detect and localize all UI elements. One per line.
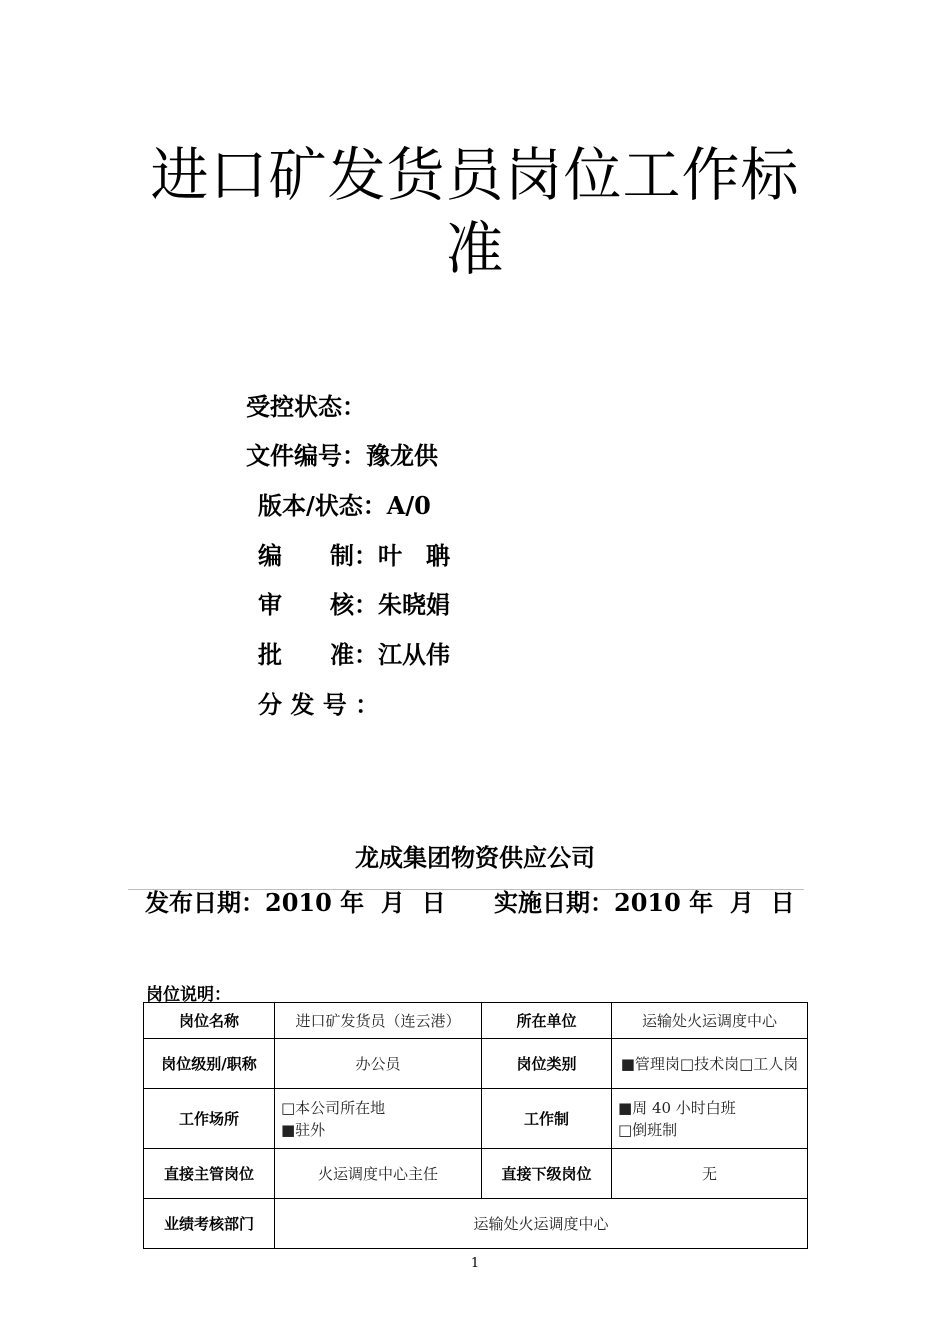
table-row [144, 1149, 808, 1199]
appraisal-dept-label: 业绩考核部门 [144, 1199, 275, 1249]
editor-label: 编 制： [258, 541, 378, 570]
effective-date: 实施日期：2010 年 月 日 [494, 888, 795, 917]
position-info-table [143, 1002, 808, 1249]
position-category-label: 岗位类别 [482, 1039, 612, 1089]
reviewer-label: 审 核： [258, 590, 378, 619]
unit-label: 所在单位 [482, 1003, 612, 1039]
workplace-option-local: □本公司所在地 [281, 1098, 386, 1117]
control-status-label: 受控状态： [246, 392, 366, 421]
control-status [246, 392, 366, 422]
version-value: A/0 [386, 491, 431, 520]
version-status [258, 491, 431, 521]
schedule-option-dayshift: ■周 40 小时白班 [618, 1098, 736, 1117]
page-number: 1 [470, 1256, 480, 1271]
subordinate-label: 直接下级岗位 [482, 1149, 612, 1199]
approver-value: 江从伟 [378, 640, 450, 669]
appraisal-dept-value: 运输处火运调度中心 [275, 1199, 808, 1249]
schedule-option-rotation: □倒班制 [618, 1120, 678, 1139]
document-title: 进口矿发货员岗位工作标准 [150, 141, 800, 283]
table-row [144, 1199, 808, 1249]
file-number-label: 文件编号： [246, 441, 366, 470]
position-name-value: 进口矿发货员（连云港） [275, 1003, 482, 1039]
supervisor-value: 火运调度中心主任 [275, 1149, 482, 1199]
distribution-number [258, 690, 379, 720]
file-number [246, 441, 438, 471]
work-schedule-label: 工作制 [482, 1089, 612, 1149]
reviewer [258, 590, 450, 620]
version-label: 版本/状态： [258, 491, 387, 520]
reviewer-value: 朱晓娟 [378, 590, 450, 619]
subordinate-value: 无 [612, 1149, 808, 1199]
position-level-label: 岗位级别/职称 [144, 1039, 275, 1089]
table-row [144, 1003, 808, 1039]
supervisor-label: 直接主管岗位 [144, 1149, 275, 1199]
publish-date: 发布日期：2010 年 月 日 [145, 888, 446, 917]
workplace-label: 工作场所 [144, 1089, 275, 1149]
table-row [144, 1039, 808, 1089]
position-level-value: 办公员 [275, 1039, 482, 1089]
work-schedule-value [612, 1089, 808, 1149]
approver [258, 640, 450, 670]
editor-value: 叶 聃 [378, 541, 450, 570]
workplace-option-offsite: ■驻外 [281, 1120, 326, 1139]
approver-label: 批 准： [258, 640, 378, 669]
section-label: 岗位说明： [146, 985, 231, 1005]
position-name-label: 岗位名称 [144, 1003, 275, 1039]
file-number-value: 豫龙供 [366, 441, 438, 470]
table-row [144, 1089, 808, 1149]
unit-value: 运输处火运调度中心 [612, 1003, 808, 1039]
position-category-value: ■管理岗□技术岗□工人岗 [612, 1039, 808, 1089]
workplace-value [275, 1089, 482, 1149]
company-name: 龙成集团物资供应公司 [355, 843, 595, 872]
editor [258, 541, 450, 571]
distribution-label: 分 发 号 ： [258, 690, 380, 719]
